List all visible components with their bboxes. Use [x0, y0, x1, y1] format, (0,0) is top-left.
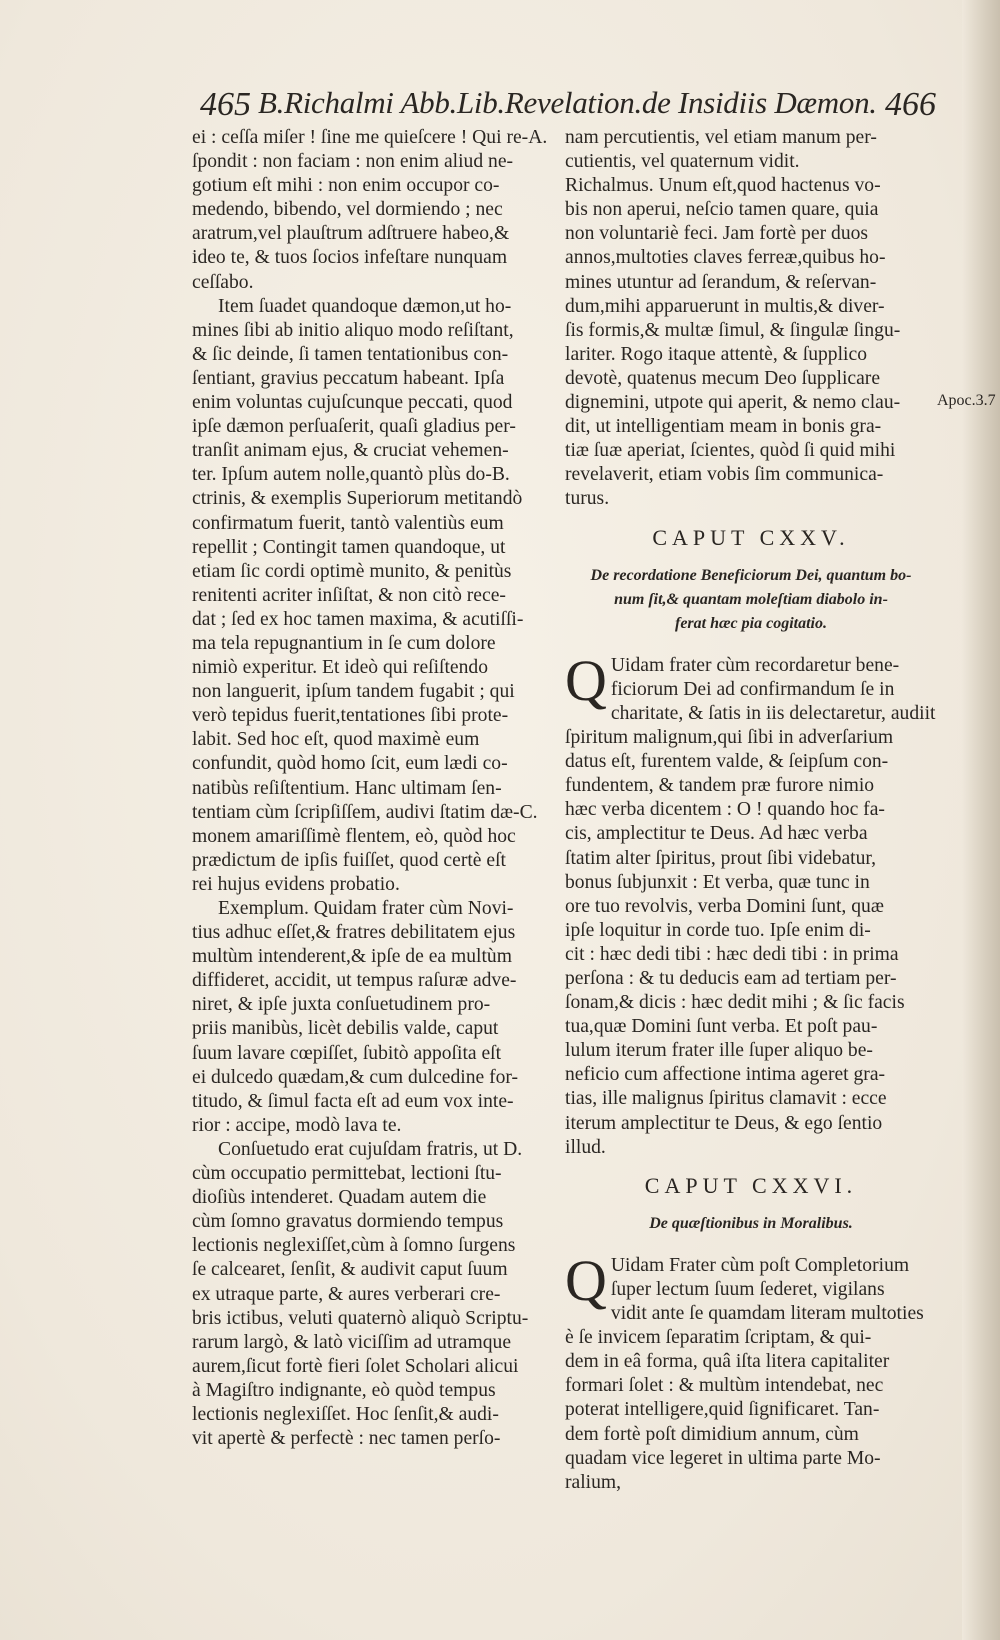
page-number-left: 465: [200, 86, 251, 123]
text-line: lectionis neglexiſſet,cùm à ſomno ſurgens: [192, 1235, 516, 1257]
text-line: bonus ſubjunxit : Et verba, quæ tunc in: [565, 871, 870, 893]
text-line: ralium,: [565, 1471, 622, 1493]
text-line: repellit ; Contingit tamen quandoque, ut: [192, 536, 506, 558]
text-line: ore tuo revolvis, verba Domini ſunt, quæ: [565, 895, 884, 917]
text-line: Richalmus. Unum eſt,quod hactenus vo-: [565, 175, 881, 197]
text-line: cis, amplectitur te Deus. Ad hæc verba: [565, 823, 868, 845]
text-line: Conſuetudo erat cujuſdam fratris, ut D.: [218, 1138, 523, 1160]
text-line: illud.: [565, 1136, 606, 1158]
chapter-126-heading: CAPUT CXXVI.: [644, 1172, 858, 1198]
text-line: fundentem, & tandem præ furore nimio: [565, 775, 875, 797]
text-line: cit : hæc dedi tibi : hæc dedi tibi : in prima: [565, 943, 899, 965]
text-line: ſonam,& dicis : hæc dedit mihi ; & ſic facis: [565, 992, 905, 1014]
text-line: dignemini, utpote qui aperit, & nemo clau-: [565, 392, 901, 414]
spacer: [565, 1236, 937, 1254]
text-line: vidit ante ſe quamdam literam multoties: [610, 1303, 924, 1325]
text-line: è ſe invicem ſeparatim ſcriptam, & qui-: [565, 1327, 872, 1349]
text-line: ctrinis, & exemplis Superiorum metitandò: [192, 488, 523, 510]
text-line: mines ſibi ab initio aliquo modo reſiſtant,: [192, 319, 514, 341]
text-line: ipſe dæmon perſuaſerit, quaſi gladius per-: [192, 416, 516, 438]
text-line: aurem,ſicut fortè fieri ſolet Scholari alicui: [192, 1355, 519, 1377]
text-line: ei dulcedo quædam,& cum dulcedine for-: [192, 1066, 519, 1088]
marginal-note: Apoc.3.7: [937, 392, 996, 409]
text-line: De recordatione Beneficiorum Dei, quantum bo-: [590, 566, 912, 584]
text-line: medendo, bibendo, vel dormiendo ; nec: [192, 199, 503, 221]
chapter-125-text: [565, 647, 937, 1160]
text-line: cùm ſomno gravatus dormiendo tempus: [192, 1211, 504, 1233]
text-line: dem fortè poſt dimidium annum, cùm: [565, 1423, 859, 1445]
text-line: datus eſt, furentem valde, & ſeipſum con-: [565, 751, 889, 773]
text-line: tias, ille malignus ſpiritus clamavit : ecce: [565, 1088, 887, 1110]
text-line: tranſit animam ejus, & cruciat vehemen-: [192, 440, 509, 462]
text-line: annos,multoties claves ferreæ,quibus ho-: [565, 247, 886, 269]
text-line: titudo, & ſimul facta eſt ad eum vox inte-: [192, 1090, 514, 1112]
text-line: neficio cum affectione intima ageret gra-: [565, 1064, 886, 1086]
text-line: cùm occupatio permittebat, lectioni ſtu-: [192, 1163, 502, 1185]
text-line: devotè, quatenus mecum Deo ſupplicare: [565, 367, 881, 389]
text-line: ſentiant, gravius peccatum habeant. Ipſa: [192, 367, 505, 389]
running-title: B.Richalmi Abb.Lib.Revelation.de Insidiis Dæmon.: [258, 85, 877, 120]
text-line: enim voluntas cujuſcunque peccati, quod: [192, 392, 513, 414]
text-line: rarum largò, & latò viciſſim ad utramque: [192, 1331, 512, 1353]
text-line: confundit, quòd homo ſcit, eum lædi co-: [192, 753, 508, 775]
text-line: ter. Ipſum autem nolle,quantò plùs do-B.: [192, 464, 510, 486]
text-line: Uidam Frater cùm poſt Completorium: [610, 1254, 910, 1276]
text-line: nimiò experitur. Et ideò qui reſiſtendo: [192, 657, 489, 679]
text-line: ſpiritum malignum,qui ſibi in adverſarium: [565, 727, 894, 749]
text-line: ipſe loquitur in corde tuo. Ipſe enim di-: [565, 919, 871, 941]
text-line: dioſiùs intenderet. Quadam autem die: [192, 1187, 487, 1209]
text-line: dum,mihi apparuerunt in multis,& diver-: [565, 295, 885, 317]
text-line: ferat hæc pia cogitatio.: [675, 614, 827, 632]
text-line: ſuper lectum ſuum ſederet, vigilans: [610, 1278, 885, 1300]
left-column: [192, 126, 560, 1451]
text-line: tentiam cùm ſcripſiſſem, audivi ſtatim dæ-C.: [192, 801, 538, 823]
text-line: confirmatum fuerit, tantò valentiùs eum: [192, 512, 504, 534]
text-line: revelaverit, etiam vobis ſim communica-: [565, 464, 884, 486]
text-line: renitenti acriter inſiſtat, & non citò rece-: [192, 584, 506, 606]
text-line: prædictum de ipſis fuiſſet, quod certè eſt: [192, 849, 506, 871]
drop-cap: Q: [565, 647, 607, 713]
text-line: ficiorum Dei ad confirmandum ſe in: [610, 678, 895, 700]
text-line: ei : ceſſa miſer ! ſine me quieſcere ! Qui re-A.: [192, 127, 548, 148]
text-line: natibùs reſiſtentium. Hanc ultimam ſen-: [192, 777, 502, 799]
text-line: tius adhuc eſſet,& fratres debilitatem ejus: [192, 922, 516, 944]
text-line: iterum amplectitur te Deus, & ego ſentio: [565, 1112, 883, 1134]
text-line: formari ſolet : & multùm intendebat, nec: [565, 1375, 884, 1397]
chapter-126-text: [565, 1247, 937, 1495]
text-line: bris ictibus, veluti quaternò aliquò Scriptu-: [192, 1307, 529, 1329]
text-line: bis non aperui, neſcio tamen quare, quia: [565, 199, 879, 221]
text-line: non voluntariè feci. Jam fortè per duos: [565, 223, 869, 245]
text-line: à Magiſtro indignante, eò quòd tempus: [192, 1379, 496, 1401]
page-edge-shadow: [962, 0, 1000, 1640]
text-line: dat ; ſed ex hoc tamen maxima, & acutiſſi-: [192, 608, 524, 630]
chapter-125-subtitle: [565, 564, 937, 636]
text-line: cutientis, vel quaternum vidit.: [565, 151, 800, 173]
text-line: ideo te, & tuos ſocios infeſtare nunquam: [192, 247, 508, 269]
text-line: ſpondit : non faciam : non enim aliud ne-: [192, 151, 514, 173]
text-line: priis manibùs, licèt debilis valde, caput: [192, 1018, 499, 1040]
text-line: hæc verba dicentem : O ! quando hoc fa-: [565, 799, 885, 821]
text-line: ma tela repugnantium in ſe cum dolore: [192, 632, 496, 654]
chapter-125-heading: CAPUT CXXV.: [652, 524, 850, 550]
text-line: multùm intenderent,& ipſe de ea multùm: [192, 946, 512, 968]
page-number-right: 466: [885, 86, 936, 123]
text-line: Exemplum. Quidam frater cùm Novi-: [218, 898, 514, 919]
text-line: ſis formis,& multæ ſimul, & ſingulæ ſingu-: [565, 319, 901, 341]
text-line: ſuum lavare cœpiſſet, ſubitò appoſita eſt: [192, 1042, 502, 1064]
text-line: quadam vice legeret in ultima parte Mo-: [565, 1447, 881, 1469]
right-column: [565, 126, 937, 1495]
text-line: lulum iterum frater ille ſuper aliquo be-: [565, 1040, 873, 1062]
chapter-126-subtitle: De quæſtionibus in Moralibus.: [649, 1214, 853, 1232]
text-line: Uidam frater cùm recordaretur bene-: [610, 654, 900, 676]
text-line: monem amariſſimè flentem, eò, quòd hoc: [192, 825, 516, 847]
text-line: nam percutientis, vel etiam manum per-: [565, 127, 877, 148]
text-line: labit. Sed hoc eſt, quod maximè eum: [192, 729, 480, 751]
text-line: dem in eâ forma, quâ iſta litera capitaliter: [565, 1351, 890, 1373]
page-header: [200, 82, 942, 132]
text-line: aratrum,vel plauſtrum adſtruere habeo,&: [192, 223, 510, 245]
text-line: non languerit, ipſum tandem fugabit ; qui: [192, 681, 515, 703]
text-line: lectionis neglexiſſet. Hoc ſenſit,& audi-: [192, 1403, 499, 1425]
drop-cap: Q: [565, 1247, 607, 1313]
text-line: rior : accipe, modò lava te.: [192, 1114, 402, 1136]
text-line: ceſſabo.: [192, 271, 254, 293]
text-line: etiam ſic cordi optimè munito, & penitùs: [192, 560, 512, 582]
text-line: ſe calcearet, ſenſit, & audivit caput ſuum: [192, 1259, 508, 1281]
text-line: lariter. Rogo itaque attentè, & ſupplico: [565, 343, 867, 365]
text-line: turus.: [565, 488, 610, 510]
text-line: & ſic deinde, ſi tamen tentationibus con-: [192, 343, 509, 365]
text-line: vit apertè & perfectè : nec tamen perſo-: [192, 1428, 501, 1450]
text-line: rei hujus evidens probatio.: [192, 873, 400, 895]
text-line: verò tepidus fuerit,tentationes ſibi prote-: [192, 705, 509, 727]
text-line: poterat intelligere,quid ſignificaret. Tan-: [565, 1399, 880, 1421]
text-line: ſtatim alter ſpiritus, prout ſibi videbatur,: [565, 847, 877, 869]
right-column-continuation: [565, 126, 937, 512]
text-line: tiæ ſuæ aperiat, ſcientes, quòd ſi quid mihi: [565, 440, 896, 462]
text-line: Item ſuadet quandoque dæmon,ut ho-: [218, 295, 512, 317]
spacer: [565, 636, 937, 654]
text-line: mines utuntur ad ſerandum, & reſervan-: [565, 271, 877, 293]
text-line: ex utraque parte, & aures verberari cre-: [192, 1283, 501, 1305]
text-line: dit, ut intelligentiam meam in bonis gra-: [565, 416, 882, 438]
text-line: num ſit,& quantam moleſtiam diabolo in-: [614, 590, 888, 608]
text-line: gotium eſt mihi : non enim occupor co-: [192, 175, 500, 197]
text-line: niret, & ipſe juxta conſuetudinem pro-: [192, 994, 491, 1016]
text-line: charitate, & ſatis in iis delectaretur, audiit: [610, 702, 936, 724]
text-line: tua,quæ Domini ſunt verba. Et poſt pau-: [565, 1016, 878, 1038]
text-line: diffideret, accidit, ut tempus raſuræ adve-: [192, 970, 517, 992]
text-line: perſona : & tu deducis eam ad tertiam per-: [565, 968, 897, 989]
